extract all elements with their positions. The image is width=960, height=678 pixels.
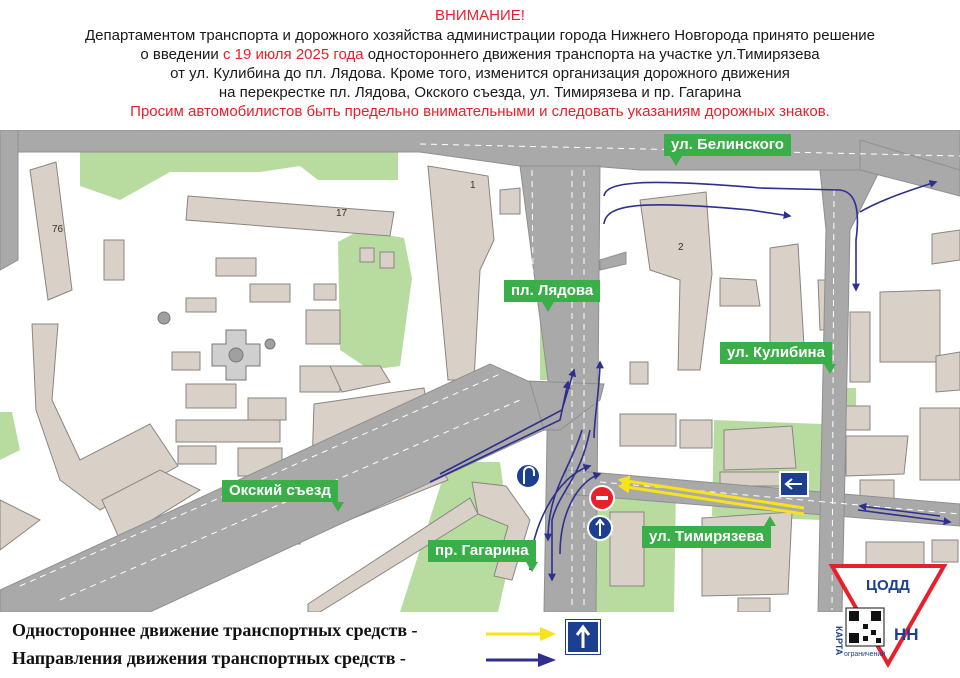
- street-label-text: пл. Лядова: [511, 282, 594, 299]
- logo-vertical-text: КАРТА: [834, 626, 844, 656]
- traffic-map: [0, 130, 960, 612]
- notice-line-3: от ул. Кулибина до пл. Лядова. Кроме того, изменится организация дорожного движения: [170, 65, 790, 82]
- street-label-pointer: [670, 156, 682, 166]
- street-label-oksky: [222, 480, 338, 502]
- street-label-kulibina: [720, 342, 832, 364]
- street-label-gagarina: [428, 540, 536, 562]
- legend-directions-text: Направления движения транспортных средств -: [12, 648, 406, 668]
- notice-line-2-pre: о введении: [140, 46, 223, 63]
- codd-logo: [822, 556, 954, 674]
- building-17: [186, 196, 394, 236]
- street-label-text: пр. Гагарина: [435, 542, 529, 559]
- qr-code-icon: [846, 608, 884, 646]
- notice-plea: Просим автомобилистов быть предельно внимательными и следовать указаниям дорожных знаков.: [130, 103, 830, 120]
- building-number-1: 1: [470, 180, 476, 191]
- notice: [0, 6, 960, 122]
- logo-city: НН: [894, 625, 919, 644]
- street-label-lyadova: [504, 280, 600, 302]
- building-number-17: 17: [336, 208, 348, 219]
- street-label-pointer: [542, 302, 554, 312]
- street-label-text: ул. Белинского: [671, 136, 784, 153]
- street-label-pointer: [824, 364, 836, 374]
- logo-subtitle: ограничений: [844, 651, 886, 658]
- notice-line-4: на перекрестке пл. Лядова, Окского съезда, ул. Тимирязева и пр. Гагарина: [218, 84, 742, 101]
- one-way-left-sign-icon: [780, 472, 808, 496]
- street-label-pointer: [332, 502, 344, 512]
- notice-warning: ВНИМАНИЕ!: [435, 7, 525, 24]
- street-label-pointer: [764, 516, 776, 526]
- street-label-text: ул. Тимирязева: [649, 528, 764, 545]
- no-entry-sign-icon: [590, 486, 614, 510]
- notice-line-2-post: одностороннего движения транспорта на участке ул.Тимирязева: [363, 46, 820, 63]
- street-label-timiryazeva: [642, 526, 771, 548]
- no-u-turn-sign-icon: [516, 464, 540, 488]
- building-1: [428, 166, 494, 380]
- legend-arrows: [480, 620, 560, 672]
- notice-line-2: [0, 45, 960, 64]
- building-number-2: 2: [678, 242, 684, 253]
- street-label-belinskogo: [664, 134, 791, 156]
- building-76: [30, 162, 72, 300]
- street-label-text: ул. Кулибина: [727, 344, 825, 361]
- building-number-76: 76: [52, 224, 64, 235]
- street-label-text: Окский съезд: [229, 482, 331, 499]
- building-2: [640, 192, 712, 370]
- one-way-sign-icon: [566, 620, 600, 654]
- street-label-pointer: [526, 562, 538, 572]
- logo-title: ЦОДД: [866, 577, 910, 594]
- notice-date: с 19 июля 2025 года: [222, 46, 364, 63]
- legend-oneway-text: Одностороннее движение транспортных средств -: [12, 620, 418, 640]
- straight-only-sign-icon: [588, 516, 612, 540]
- notice-line-1: Департаментом транспорта и дорожного хозяйства администрации города Нижнего Новгорода принято решение: [85, 27, 875, 44]
